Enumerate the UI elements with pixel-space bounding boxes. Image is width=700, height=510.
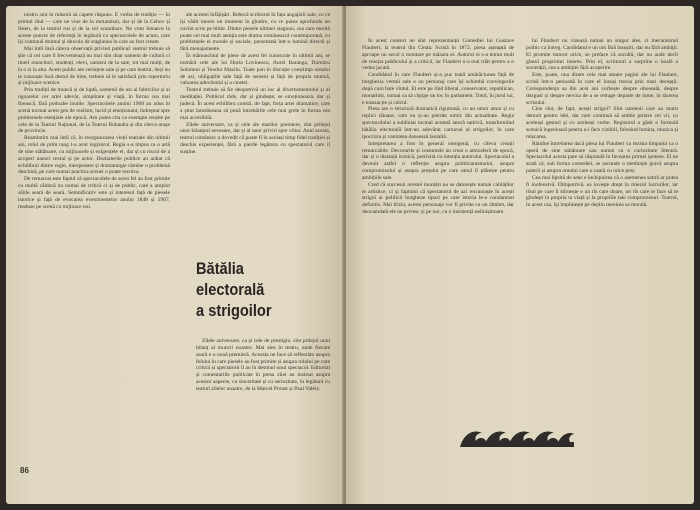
right-col2-paragraph: Cea mai lipsită de sens e închipuirea că o asemenea satiră ar putea fi inofensivă. Dimpotrivă, ea lovește drept în miezul lucrurilor, iar rîsul pe care îl stîrnește e un rîs care doare, un rîs care te face să te gîndești la propria ta viață și la propriile tale compromisuri. Teatrul, în acest caz, își împlinește pe deplin menirea sa morală. [526,174,678,209]
left-col2-paragraph: Zilele aniversare, ca și cele ale marilor premiere, sînt prilejul unor bilanțuri necesare, dar și al unor priviri spre viitor. Anul acesta, teatrul românesc a dovedit că poate fi în același timp fidel tradiției și deschis experienței, fără a pierde legătura cu spectatorul care îl susține. [180,121,330,155]
right-col2-paragraph: Este, poate, una dintre cele mai amare pagini ale lui Flaubert, scrisă într-o perioadă în care el însuși trecea prin mari decepții. Corespondența sa din acei ani vorbește despre oboseală, despre dezgust și despre nevoia de a se retrage departe de lume, în tăcerea scrisului. [526,72,678,106]
left-col1-paragraph: De remarcat este faptul că spectacolele de acest fel au fost primite cu multă căldură nu numai de critică ci și de public, care a umplut sălile seară de seară. Semnificativ este și interesul față de piesele istorice și față de evocarea evenimentelor anului 1848 și 1907, readuse pe scenă cu mijloace noi. [18,176,170,210]
left-col1-paragraph: nostru sint în măsură să capete răspuns. E vorba de tradiție — în primul rînd — care ne vine de la romantism, dar și de la Cehov și Ibsen, de la teatrul rus și de la cel scandinav. Ne vom întoarce la aceste puncte de referință în legătură cu spectacolele de acum, care își continuă drumul și dincolo de stagiunea în care au fost create. [18,12,170,46]
headline-line-2: electorală [196,280,265,299]
left-col2-paragraph: În mănunchiul de piese de acest fel cunoscute în ultimii ani, se numără cele ale lui Horia Lovinescu, Aurel Baranga, Dumitru Solomon și Teodor Mazilu. Toate pun în discuție conștiința omului de azi, obligațiile sale față de semeni și față de propria muncă, valoarea adevărului și a cinstei. [180,53,330,87]
right-col2-paragraph: Rămîne întrebarea dacă piesa lui Flaubert va rezista timpului ca o operă de sine stătătoare sau numai ca o curiozitate literară. Spectacolul acesta pare să răspundă în favoarea primei ipoteze. El ne arată că, sub forma comediei, se ascunde o meditație gravă asupra puterii și asupra omului care o caută cu orice preț. [526,140,678,175]
show-through-text [198,222,318,252]
left-col1-paragraph: Prin tradiții de muncă și de luptă, oamenii de azi ai fabricilor și ai ogoarelor cer artei adevăr, simplitate și viață, în forma cea mai firească, fără podoabe inutile. Spectacolele anului 1968 au adus în scenă tocmai acest gen de realism, lucid și emoționant, îndreptat spre problemele esențiale ale epocii. Am putea cita ca exemple reușite pe cele de la Teatrul Național, de la Teatrul Bulandra și din cîteva orașe de provincie. [18,87,170,135]
left-col1-paragraph: Mai întîi însă câteva observații privind publicul: teatrul trebuie să știe că cei care îl frecventează nu mai sînt doar oameni de cultură ci tineri muncitori, studenți, elevi, oameni de la sate, tot mai mulți, de la o zi la alta. Acest public are cerințele sale și pe care teatrul, deși nu le cunoaște încă destul de bine, trebuie să le satisfacă prin repertoriu și mijloace scenice. [18,46,170,87]
headline-line-1: Bătălia [196,259,244,278]
left-col1-paragraph: Reamintim mai întîi că, în reorganizarea vieții teatrale din ultimii ani, rolul de prim rang l-a avut regizorul. Regia s-a impus ca o artă de sine stătătoare, cu mijloacele și exigențele ei, dar și cu riscul de a acoperi uneori textul și pe actor. Dezbaterile publice au arătat că echilibrul dintre regie, interpretare și dramaturgie rămîne o problemă deschisă, pe care numai practica scenei o poate rezolva. [18,135,170,176]
right-col1-paragraph: Candidatul în care Flaubert și-a pus toată amărăciunea față de burghezia vremii sale e un personaj care își schimbă convingerile după cum bate vîntul. El este pe rînd liberal, conservator, republican, monarhist, numai ca să cîștige un loc în parlament. Totul, în jurul lui, e tranzacție și calcul. [362,72,514,106]
article-headline [196,258,308,321]
page-number: 86 [20,466,29,475]
left-column-1 [18,12,170,456]
right-col1-paragraph: Cred că succesul acestei montări nu se datorește numai calităților ei artistice, ci și faptului că spectatorul de azi recunoaște în acești strigoi ai politicii burgheze tipuri pe care istoria le-a condamnat definitiv. Mai tîrziu, aceste personaje vor fi privite cu un zîmbet, dar deocamdată ele ne privesc și pe noi, cu o insistență neliniștitoare. [362,181,514,216]
wave-ornament-icon [458,423,576,449]
left-column-2 [180,12,330,226]
right-col1-paragraph: Piesa are o structură dramatică riguroasă, cu un umor amar și cu replici tăioase, care nu și-au pierdut nimic din actualitate. Regia spectacolului a subliniat tocmai această latură satirică, transformînd bătălia electorală într-un adevărat carnaval al strigoilor, în care ipocrizia și vanitatea dansează laolaltă. [362,106,514,140]
right-col2-paragraph: Cine sînt, de fapt, acești strigoi? Sînt oamenii care au murit demult pentru idei, dar care continuă să umble printre cei vii, cu aceleași gesturi și cu aceleași vorbe. Regizorul a găsit o formulă scenică ingenioasă pentru a-i face vizibili, folosind lumina, muzica și mișcarea. [526,106,678,140]
right-col1-paragraph: Interpretarea a fost în general omogenă, cu cîteva creații remarcabile. Decorurile și costumele au creat o atmosferă de epocă, dar și o distanță ironică, potrivită cu intenția autorului. Spectacolul a devenit astfel o reflecție asupra politicianismului, asupra compromisului și asupra prețului pe care omul îl plătește pentru ambițiile sale. [362,140,514,181]
left-column-3 [196,338,330,456]
right-column-2 [526,38,678,436]
right-col2-paragraph: lui Flaubert nu vizează numai un singur ales, ci mecanismul politic ca întreg. Candidatul e un om fără însușiri, dar nu fără ambiții. El promite tuturor orice, se preface că ascultă, dar nu aude decît glasul propriului interes. Prin el, scriitorul a surprins o boală a societății, cea a ambiției fără acoperire. [526,38,678,72]
left-col2-paragraph: Teatrul trebuie să fie deopotrivă un loc al divertismentului și al meditației. Publicul râde, dar și gîndește; se emoționează, dar și judecă. În acest echilibru constă, de fapt, forța artei dramatice, care a știut întotdeauna să pună întrebările cele mai grele în forma cea mai accesibilă. [180,87,330,121]
left-col2-paragraph: ale acestei înfățișări. Rebecă scriitorul în fața angajării sale, cu ce își vădit mereu un moment în gîndire, cu ce putea aprofunda un cuvînt scris pe hîrtie. Dintre piesele ultimei stagiuni, cea care merită poate cel mai mult atenția este drama românească contemporană, cu problemele ei morale și sociale, prezentată într-o lumină directă și fără menajamente. [180,12,330,53]
left-col3-paragraph: Zilele aniversare, ca și cele de prestigiu, sînt prilejul unui bilanț al muncii noastre. Mai ales în teatru, unde fiecare seară e o nouă premieră. Aceasta ne face să reflectăm asupra felului în care piesele au fost primite și asupra rolului pe care criticii și spectatorii îl au în destinul unui spectacol. Editorial și comentariile publicate în presa zilei au insistat asupra acestor aspecte, cu sinceritate și cu seriozitate, în legătură cu teatrul zilelor noastre, de la Marcel Proust și Paul Valéry. [196,338,330,392]
right-col1-paragraph: În acest context ne sînt reprezentanții Comediei lui Gustave Flaubert, la teatrul din Ceuta. Scrisă în 1872, piesa așteaptă de aproape un secol o montare pe măsura ei. Autorul ei s-a temut mult de reacția publicului și a criticii, iar Flaubert n-a mai trăit pentru a o vedea jucată. [362,38,514,72]
right-column-1 [362,38,514,436]
headline-line-3: a strigoilor [196,301,272,320]
